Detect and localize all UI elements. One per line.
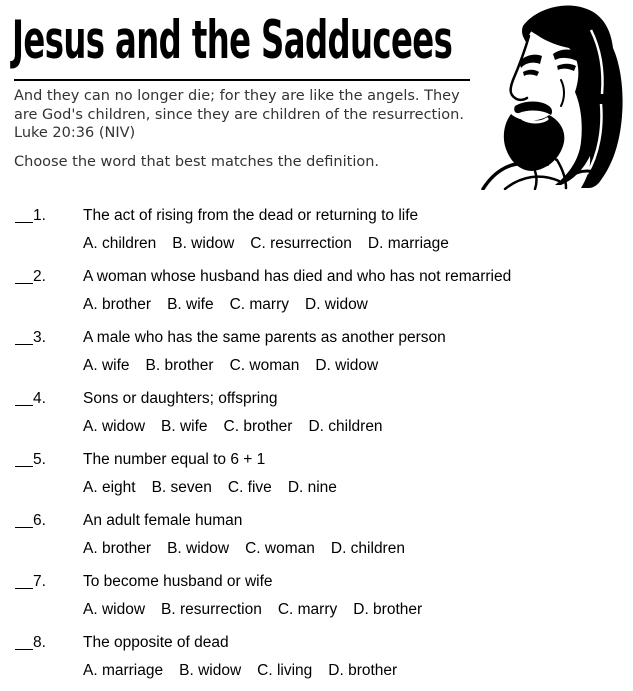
question-text: An adult female human: [83, 512, 243, 529]
question-number: 7.: [33, 573, 46, 590]
bible-verse: And they can no longer die; for they are like the angels. They are God's children, since they are children of the resurrection. Luke 20:36 (NIV): [14, 88, 464, 141]
answer-blank: [15, 577, 33, 589]
answer-blank: [15, 516, 33, 528]
question-line: [15, 629, 633, 657]
question-row-6: [15, 507, 633, 563]
answer-blank: [15, 394, 33, 406]
option-c: C. marry: [229, 296, 289, 313]
title-underline: [14, 79, 470, 81]
question-row-2: [15, 263, 633, 319]
option-a: A. brother: [83, 296, 152, 313]
option-b: B. widow: [172, 235, 235, 252]
question-number: 4.: [33, 390, 46, 407]
option-line: [83, 413, 633, 441]
option-c: C. resurrection: [250, 235, 352, 252]
option-c: C. living: [257, 662, 313, 679]
option-c: C. woman: [229, 357, 300, 374]
option-line: [83, 291, 633, 319]
question-line: [15, 385, 633, 413]
question-number: 1.: [33, 207, 46, 224]
option-a: A. widow: [83, 601, 146, 618]
question-text: The opposite of dead: [83, 634, 229, 651]
question-line: [15, 507, 633, 535]
question-line: [15, 568, 633, 596]
option-d: D. widow: [315, 357, 379, 374]
option-line: [83, 230, 633, 258]
option-line: [83, 657, 633, 685]
option-line: [83, 596, 633, 624]
question-line: [15, 446, 633, 474]
question-text: To become husband or wife: [83, 573, 273, 590]
question-line: [15, 263, 633, 291]
option-d: D. nine: [287, 479, 337, 496]
question-row-7: [15, 568, 633, 624]
option-c: C. woman: [245, 540, 315, 557]
option-a: A. children: [83, 235, 157, 252]
option-a: A. marriage: [83, 662, 164, 679]
option-a: A. eight: [83, 479, 136, 496]
question-row-4: [15, 385, 633, 441]
option-b: B. resurrection: [161, 601, 262, 618]
option-d: D. children: [330, 540, 405, 557]
question-list: [15, 202, 633, 685]
question-text: A woman whose husband has died and who has not remarried: [83, 268, 512, 285]
page-title: Jesus and the Sadducees: [12, 10, 453, 71]
question-number: 6.: [33, 512, 46, 529]
answer-blank: [15, 455, 33, 467]
option-line: [83, 352, 633, 380]
option-b: B. seven: [151, 479, 212, 496]
question-line: [15, 202, 633, 230]
question-row-3: [15, 324, 633, 380]
option-b: B. wife: [161, 418, 208, 435]
question-row-5: [15, 446, 633, 502]
option-b: B. widow: [167, 540, 230, 557]
option-d: D. widow: [305, 296, 368, 313]
question-line: [15, 324, 633, 352]
option-a: A. widow: [83, 418, 146, 435]
option-b: B. wife: [167, 296, 214, 313]
question-text: The number equal to 6 + 1: [83, 451, 266, 468]
jesus-portrait-illustration: [477, 2, 629, 190]
answer-blank: [15, 211, 33, 223]
option-d: D. children: [308, 418, 383, 435]
question-row-1: [15, 202, 633, 258]
instruction-text: Choose the word that best matches the definition.: [14, 153, 380, 170]
option-c: C. brother: [223, 418, 293, 435]
question-number: 2.: [33, 268, 46, 285]
option-d: D. brother: [328, 662, 398, 679]
question-number: 8.: [33, 634, 46, 651]
option-b: B. brother: [145, 357, 214, 374]
question-number: 3.: [33, 329, 46, 346]
question-number: 5.: [33, 451, 46, 468]
option-a: A. brother: [83, 540, 152, 557]
question-row-8: [15, 629, 633, 685]
option-c: C. five: [227, 479, 272, 496]
question-text: The act of rising from the dead or returning to life: [83, 207, 419, 224]
jesus-line-art-icon: [477, 2, 629, 190]
question-text: Sons or daughters; offspring: [83, 390, 278, 407]
option-c: C. marry: [277, 601, 338, 618]
option-a: A. wife: [83, 357, 130, 374]
option-line: [83, 474, 633, 502]
answer-blank: [15, 638, 33, 650]
answer-blank: [15, 333, 33, 345]
option-b: B. widow: [179, 662, 242, 679]
option-d: D. marriage: [367, 235, 449, 252]
option-line: [83, 535, 633, 563]
question-text: A male who has the same parents as another person: [83, 329, 446, 346]
answer-blank: [15, 272, 33, 284]
option-d: D. brother: [353, 601, 423, 618]
